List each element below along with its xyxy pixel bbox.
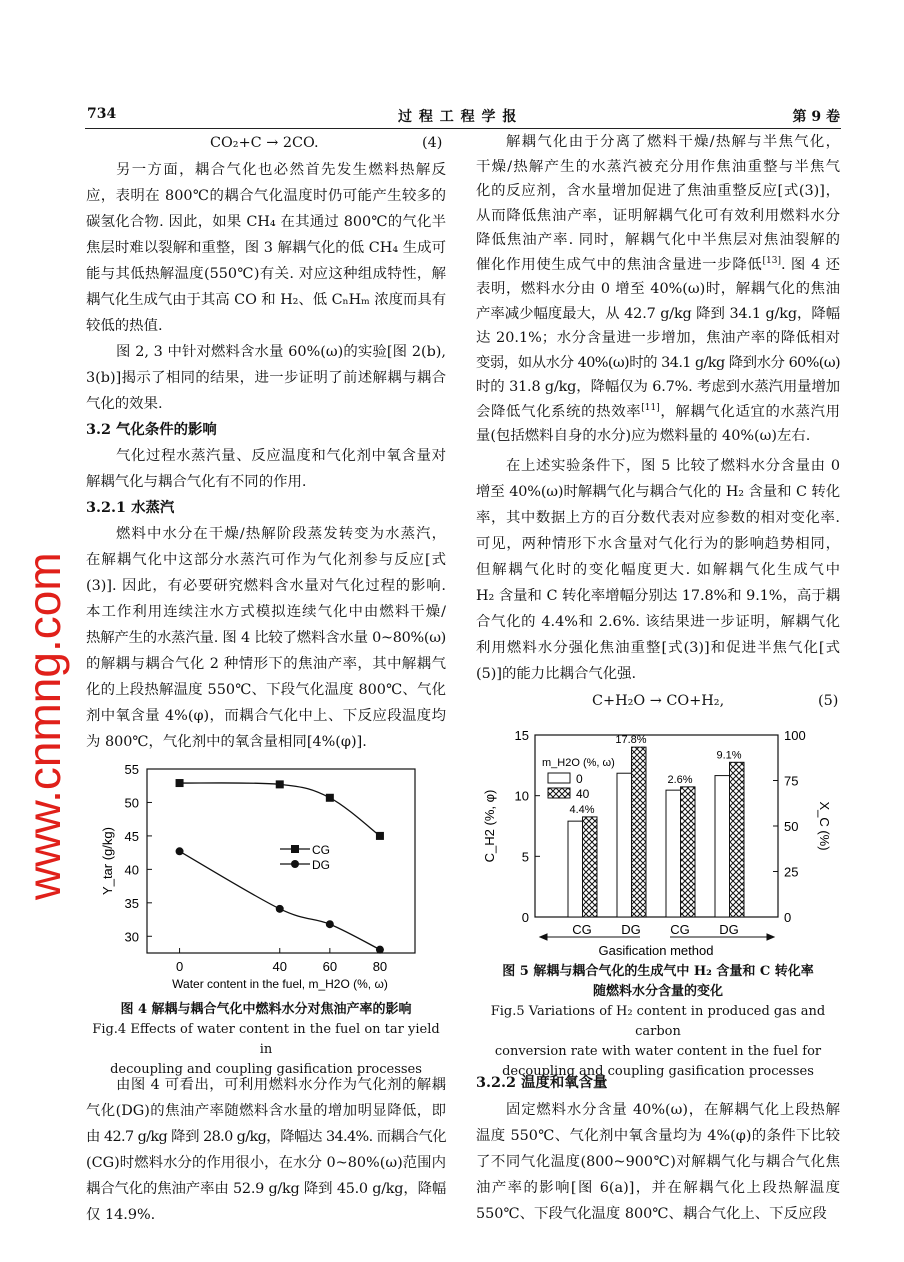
y-axis-label: Y_tar (g/kg) bbox=[100, 827, 115, 895]
text-line: 可见，两种情形下水含量对气化行为的影响趋势相同， bbox=[476, 536, 840, 552]
plot-frame bbox=[147, 769, 415, 953]
equation-5: C+H₂O → CO+H₂, bbox=[592, 693, 725, 709]
bar-DG-40 bbox=[632, 747, 647, 917]
figure-4-chart bbox=[100, 752, 440, 997]
legend-label: 0 bbox=[576, 772, 583, 786]
text-line: 另一方面，耦合气化也必然首先发生燃料热解反 bbox=[116, 162, 446, 178]
right-y-tick-label: 25 bbox=[784, 864, 799, 880]
right-y-tick-label: 75 bbox=[784, 773, 799, 789]
volume-label: 第 9 卷 bbox=[792, 109, 840, 125]
text-line: 3(b)]揭示了相同的结果，进一步证明了前述解耦与耦合 bbox=[86, 370, 446, 386]
legend-label-DG: DG bbox=[312, 858, 330, 872]
text-line: 在解耦气化中这部分水蒸汽可作为气化剂参与反应[式 bbox=[86, 552, 446, 568]
legend-marker-CG bbox=[291, 845, 299, 853]
series-line-CG bbox=[180, 783, 380, 836]
text-line: (3)]. 因此，有必要研究燃料含水量对气化过程的影响. bbox=[86, 578, 446, 594]
equation-4-number: (4) bbox=[422, 135, 443, 151]
text-line: 为 800℃，气化剂中的氧含量相同[4%(φ)]. bbox=[86, 734, 367, 750]
paragraph bbox=[476, 1097, 840, 1227]
text-line: H₂ 含量和 C 转化率增幅分别达 17.8%和 9.1%，高于耦 bbox=[476, 588, 840, 604]
right-y-tick-label: 50 bbox=[784, 819, 799, 834]
y-tick-label: 45 bbox=[124, 828, 139, 844]
text-line: 仅 14.9%. bbox=[86, 1207, 156, 1223]
text-line: 图 2, 3 中针对燃料含水量 60%(ω)的实验[图 2(b), bbox=[116, 344, 446, 360]
text-line: 燃料中水分在干燥/热解阶段蒸发转变为水蒸汽， bbox=[116, 526, 446, 542]
left-y-tick-label: 5 bbox=[521, 849, 529, 865]
x-category-label: CG bbox=[670, 922, 690, 937]
figure-4-caption-en bbox=[86, 1020, 446, 1080]
text-line: 焦层时难以裂解和重整，图 3 解耦气化的低 CH₄ 生成可 bbox=[86, 240, 446, 256]
text-line: 表明，燃料水分由 0 增至 40%(ω)时，解耦气化的焦油 bbox=[476, 281, 840, 297]
text-line: 气化的效果. bbox=[86, 396, 163, 412]
figure-5-chart bbox=[478, 722, 834, 962]
left-y-tick-label: 10 bbox=[514, 788, 529, 804]
paragraph bbox=[86, 521, 446, 755]
text-line: 但解耦气化时的变化幅度更大. 如解耦气化生成气中 bbox=[476, 562, 840, 578]
citation-superscript: [13] bbox=[762, 255, 781, 266]
data-point-DG bbox=[326, 920, 334, 928]
data-point-DG bbox=[176, 847, 184, 855]
series-line-DG bbox=[180, 851, 380, 949]
page-number: 734 bbox=[87, 106, 117, 122]
bar-CG-40 bbox=[681, 787, 696, 917]
citation-superscript: [11] bbox=[641, 402, 660, 413]
text-line: 由图 4 可看出，可利用燃料水分作为气化剂的解耦 bbox=[116, 1077, 446, 1093]
y-tick-label: 55 bbox=[124, 762, 139, 777]
paragraph bbox=[86, 1072, 446, 1228]
data-point-CG bbox=[326, 794, 334, 802]
text-segment: . 图 4 还 bbox=[780, 256, 840, 273]
text-line: 固定燃料水分含量 40%(ω)，在解耦气化上段热解 bbox=[506, 1102, 840, 1118]
caption-line: 随燃料水分含量的变化 bbox=[592, 984, 723, 999]
text-line: 变弱，如从水分 40%(ω)时的 34.1 g/kg 降到水分 60%(ω) bbox=[476, 354, 840, 371]
left-y-tick-label: 0 bbox=[521, 910, 529, 925]
text-line: 增至 40%(ω)时解耦气化与耦合气化的 H₂ 含量和 C 转化 bbox=[476, 484, 840, 500]
text-line: 剂中氧含量 4%(φ)，而耦合气化中上、下反应段温度均 bbox=[86, 708, 446, 724]
y-tick-label: 50 bbox=[124, 795, 139, 811]
text-line: 从而降低焦油产率，证明解耦气化可有效利用燃料水分 bbox=[476, 207, 840, 224]
y-tick-label: 30 bbox=[124, 929, 139, 945]
legend-swatch-0 bbox=[548, 773, 570, 783]
x-axis-label: Gasification method bbox=[598, 943, 714, 958]
paragraph bbox=[86, 339, 446, 417]
data-point-DG bbox=[376, 946, 384, 954]
left-y-tick-label: 15 bbox=[514, 728, 529, 743]
legend-swatch-40 bbox=[548, 788, 570, 798]
legend-title: m_H2O (%, ω) bbox=[542, 757, 615, 769]
text-line: 降低焦油产率. 同时，解耦气化中半焦层对焦油裂解的 bbox=[476, 232, 840, 248]
data-point-DG bbox=[276, 905, 284, 913]
bar-CG-0 bbox=[666, 790, 681, 917]
text-line: 利用燃料水分强化焦油重整[式(3)]和促进半焦气化[式 bbox=[476, 640, 840, 656]
watermark: www.cnmng.com bbox=[18, 552, 70, 900]
text-line: 气化过程水蒸汽量、反应温度和气化剂中氧含量对 bbox=[116, 448, 446, 464]
bar-DG-0 bbox=[617, 773, 632, 917]
text-line: 碳氢化合物. 因此，如果 CH₄ 在其通过 800℃的气化半 bbox=[86, 214, 446, 230]
text-line: 耦合气化的焦油产率由 52.9 g/kg 降到 45.0 g/kg，降幅 bbox=[86, 1181, 446, 1197]
text-segment: 催化作用使生成气中的焦油含量进一步降低 bbox=[476, 256, 763, 273]
legend-label: 40 bbox=[576, 787, 590, 801]
legend-marker-DG bbox=[291, 860, 299, 868]
legend-label-CG: CG bbox=[312, 843, 330, 857]
text-line: 了不同气化温度(800~900℃)对解耦气化与耦合气化焦 bbox=[476, 1154, 840, 1170]
x-tick-label: 40 bbox=[272, 959, 287, 974]
text-segment: ，解耦气化适宜的水蒸汽用 bbox=[659, 403, 840, 420]
bar-annotation: 17.8% bbox=[615, 734, 647, 747]
text-line: 气化(DG)的焦油产率随燃料含水量的增加明显降低，即 bbox=[86, 1103, 446, 1119]
section-heading-3-2-1: 3.2.1 水蒸汽 bbox=[86, 499, 175, 516]
text-line: 合气化的 4.4%和 2.6%. 该结果进一步证明，解耦气化 bbox=[476, 614, 840, 630]
section-heading-3-2: 3.2 气化条件的影响 bbox=[86, 421, 217, 438]
right-y-tick-label: 100 bbox=[784, 728, 806, 743]
text-line: 达 20.1%；水分含量进一步增加，焦油产率的降低相对 bbox=[476, 330, 840, 346]
equation-5-number: (5) bbox=[818, 693, 839, 709]
text-line: 量(包括燃料自身的水分)应为燃料量的 40%(ω)左右. bbox=[476, 428, 811, 444]
caption-line: decoupling and coupling gasification processes bbox=[110, 1062, 422, 1077]
header-rule bbox=[85, 128, 841, 129]
text-line: 化的上段热解温度 550℃、下段气化温度 800℃、气化 bbox=[86, 682, 446, 698]
text-line: 在上述实验条件下，图 5 比较了燃料水分含量由 0 bbox=[506, 458, 840, 474]
x-tick-label: 80 bbox=[372, 959, 388, 974]
section-heading-3-2-2: 3.2.2 温度和氧含量 bbox=[476, 1074, 608, 1091]
text-line: 解耦气化由于分离了燃料干燥/热解与半焦气化， bbox=[506, 134, 840, 150]
paragraph bbox=[86, 443, 446, 495]
bar-DG-0 bbox=[715, 776, 730, 917]
text-line: (CG)时燃料水分的作用很小，在水分 0~80%(ω)范围内 bbox=[86, 1155, 446, 1171]
text-line: 干燥/热解产生的水蒸汽被充分用作焦油重整与半焦气 bbox=[476, 158, 840, 175]
bar-CG-40 bbox=[583, 817, 598, 917]
equation-4: CO₂+C → 2CO. bbox=[210, 135, 319, 151]
bar-annotation: 4.4% bbox=[569, 803, 595, 816]
left-y-axis-label: C_H2 (%, φ) bbox=[482, 789, 497, 863]
journal-title: 过 程 工 程 学 报 bbox=[398, 109, 518, 125]
text-line: 率，其中数据上方的百分数代表对应参数的相对变化率. bbox=[476, 510, 840, 526]
text-line: (5)]的能力比耦合气化强. bbox=[476, 666, 637, 682]
paragraph bbox=[476, 130, 840, 449]
bar-DG-40 bbox=[730, 762, 745, 917]
caption-line: decoupling and coupling gasification processes bbox=[502, 1064, 814, 1079]
data-point-CG bbox=[176, 779, 184, 787]
text-line: 时的 31.8 g/kg，降幅仅为 6.7%. 考虑到水蒸汽用量增加 bbox=[476, 379, 840, 395]
right-y-tick-label: 0 bbox=[784, 910, 792, 925]
text-line: 能与其低热解温度(550℃)有关. 对应这种组成特性，解 bbox=[86, 266, 446, 282]
x-category-label: CG bbox=[572, 922, 592, 937]
text-line: 化的反应剂，含水量增加促进了焦油重整反应[式(3)]， bbox=[476, 183, 840, 199]
x-tick-label: 60 bbox=[322, 959, 338, 974]
x-category-label: DG bbox=[621, 922, 641, 937]
text-line: 热解产生的水蒸汽量. 图 4 比较了燃料含水量 0~80%(ω) bbox=[86, 630, 446, 646]
bar-annotation: 2.6% bbox=[667, 773, 693, 786]
data-point-CG bbox=[276, 780, 284, 788]
text-line: 耦气化生成气由于其高 CO 和 H₂、低 CₙHₘ 浓度而具有 bbox=[86, 292, 446, 308]
text-line: 550℃、下段气化温度 800℃、耦合气化上、下反应段 bbox=[476, 1206, 827, 1222]
figure-4-caption-cn: 图 4 解耦与耦合气化中燃料水分对焦油产率的影响 bbox=[120, 1002, 412, 1017]
text-line: 温度 550℃、气化剂中氧含量均为 4%(φ)的条件下比较 bbox=[476, 1128, 840, 1144]
right-y-axis-label: X_C (%) bbox=[817, 801, 832, 851]
bar-annotation: 9.1% bbox=[716, 749, 742, 762]
bar-CG-0 bbox=[568, 821, 583, 917]
text-line: 油产率的影响[图 6(a)]，并在解耦气化上段热解温度 bbox=[476, 1180, 840, 1196]
x-category-label: DG bbox=[719, 922, 739, 937]
figure-5-caption-cn bbox=[476, 962, 840, 1002]
text-line: 产率减少幅度最大，从 42.7 g/kg 降到 34.1 g/kg，降幅 bbox=[476, 305, 840, 322]
y-tick-label: 35 bbox=[124, 895, 139, 911]
text-line: 的解耦与耦合气化 2 种情形下的焦油产率，其中解耦气 bbox=[86, 656, 446, 672]
y-tick-label: 40 bbox=[124, 862, 139, 878]
text-line: 较低的热值. bbox=[86, 318, 163, 334]
text-line bbox=[476, 253, 840, 278]
text-line: 由 42.7 g/kg 降到 28.0 g/kg，降幅达 34.4%. 而耦合气化 bbox=[86, 1129, 446, 1145]
data-point-CG bbox=[376, 832, 384, 840]
text-line: 应，表明在 800℃的耦合气化温度时仍可能产生较多的 bbox=[86, 188, 446, 204]
x-axis-label: Water content in the fuel, m_H2O (%, ω) bbox=[172, 977, 388, 991]
caption-line: Fig.4 Effects of water content in the fuel on tar yield in bbox=[92, 1022, 440, 1057]
text-segment: 会降低气化系统的热效率 bbox=[476, 403, 642, 420]
x-tick-label: 0 bbox=[175, 959, 184, 974]
paragraph bbox=[86, 157, 446, 339]
caption-line: 图 5 解耦与耦合气化的生成气中 H₂ 含量和 C 转化率 bbox=[502, 964, 814, 979]
text-line: 解耦气化与耦合气化有不同的作用. bbox=[86, 474, 307, 490]
paragraph bbox=[476, 453, 840, 687]
caption-line: conversion rate with water content in the fuel for bbox=[494, 1044, 822, 1059]
text-line: 本工作利用连续注水方式模拟连续气化中由燃料干燥/ bbox=[86, 604, 446, 620]
caption-line: Fig.5 Variations of H₂ content in produced gas and carbon bbox=[490, 1004, 826, 1039]
text-line bbox=[476, 400, 840, 425]
